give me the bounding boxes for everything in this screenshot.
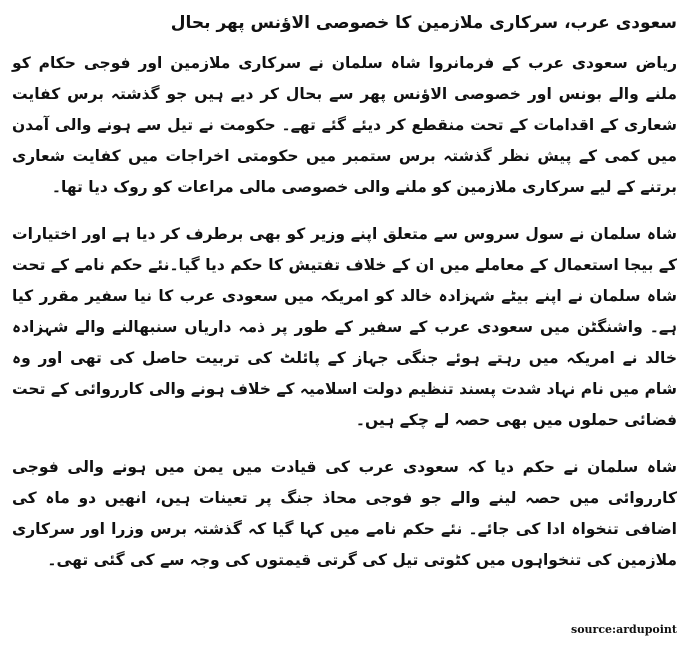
source-credit: source:ardupoint [571, 623, 677, 636]
article-paragraph-1: ریاض سعودی عرب کے فرمانروا شاہ سلمان نے سرکاری ملازمین اور فوجی حکام کو ملنے والے بونس اور خصوصی الاؤنس پھر سے بحال کر دیے ہیں جو گذشتہ برس کفایت شعاری کے اقدامات کے تحت منقطع کر دیئے گئے تھے۔ حکومت نے تیل سے ہونے والی آمدن میں کمی کے پیش نظر گذشتہ برس ستمبر میں حکومتی اخراجات میں کفایت شعاری برتنے کے لیے سرکاری ملازمین کو ملنے والی خصوصی مالی مراعات کو روک دیا تھا۔ [12, 54, 677, 196]
article-headline: سعودی عرب، سرکاری ملازمین کا خصوصی الاؤنس پھر بحال [170, 13, 677, 33]
article-paragraph-3: شاہ سلمان نے حکم دیا کہ سعودی عرب کی قیادت میں یمن میں ہونے والی فوجی کارروائی میں حصہ لینے والے جو فوجی محاذ جنگ پر تعینات ہیں، انھیں دو ماہ کی اضافی تنخواہ ادا کی جائے۔ نئے حکم نامے میں کہا گیا کہ گذشتہ برس وزرا اور سرکاری ملازمین کی تنخواہوں میں کٹوتی تیل کی گرتی قیمتوں کی وجہ سے کی گئی تھی۔ [12, 458, 677, 569]
article-paragraph-2: شاہ سلمان نے سول سروس سے متعلق اپنے وزیر کو بھی برطرف کر دیا ہے اور اختیارات کے بیجا استعمال کے معاملے میں ان کے خلاف تفتیش کا حکم دیا گیا۔نئے حکم نامے کے تحت شاہ سلمان نے اپنے بیٹے شہزادہ خالد کو امریکہ میں سعودی عرب کا نیا سفیر مقرر کیا ہے۔ واشنگٹن میں سعودی عرب کے سفیر کے طور پر ذمہ داریاں سنبھالنے والے شہزادہ خالد نے امریکہ میں رہتے ہوئے جنگی جہاز کے پائلٹ کی تربیت حاصل کی تھی اور وہ شام میں نام نہاد شدت پسند تنظیم دولت اسلامیہ کے خلاف ہونے والی کارروائی کے تحت فضائی حملوں میں بھی حصہ لے چکے ہیں۔ [12, 225, 677, 429]
